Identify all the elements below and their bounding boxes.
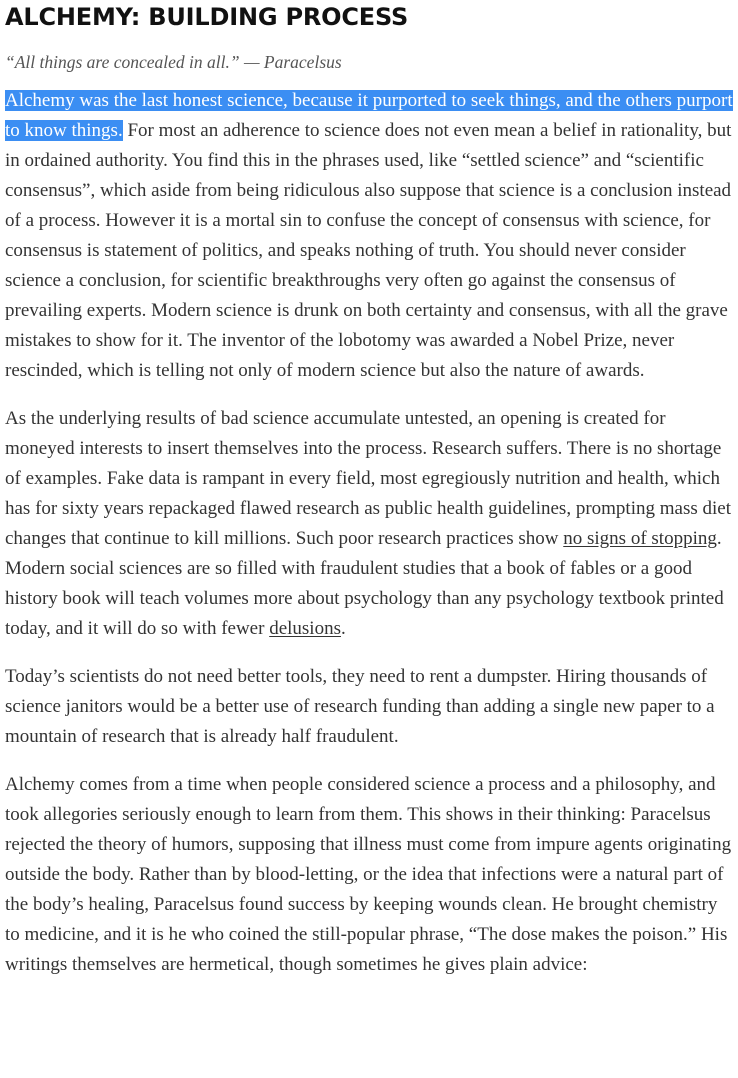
paragraph-2-text-end: .	[340, 618, 346, 639]
paragraph-1-text: For most an adherence to science does not even mean a belief in rationality, but in ordained authority. You find this in the phrases used, like “settled science” and “scientific consensus”, which aside from being ridiculous also suppose that science is a conclusion instead of a process. However it is a mortal sin to confuse the concept of consensus with science, for consensus is statement of politics, and speaks nothing of truth. You should never consider science a conclusion, for scientific breakthroughs very often go against the consensus of prevailing experts. Modern science is drunk on both certainty and consensus, with all the grave mistakes to show for it. The inventor of the lobotomy was awarded a Nobel Prize, never rescinded, which is telling not only of modern science but also the nature of awards.	[5, 120, 732, 381]
article	[5, 0, 735, 980]
paragraph-2-text-middle: . Modern social sciences are so filled with fraudulent studies that a book of fables or a good history book will teach volumes more about psychology than any psychology textbook printed today, and it will do so with fewer	[5, 528, 724, 639]
link-no-signs-of-stopping[interactable]: no signs of stopping	[563, 528, 717, 549]
paragraph-3: Today’s scientists do not need better tools, they need to rent a dumpster. Hiring thousands of science janitors would be a better use of research funding than adding a single new paper to a mountain of research that is already half fraudulent.	[5, 666, 715, 747]
article-body	[5, 86, 735, 980]
epigraph: “All things are concealed in all.” — Paracelsus	[5, 52, 342, 72]
paragraph-4: Alchemy comes from a time when people considered science a process and a philosophy, and took allegories seriously enough to learn from them. This shows in their thinking: Paracelsus rejected the theory of humors, supposing that illness must come from impure agents originating outside the body. Rather than by blood-letting, or the idea that infections were a natural part of the body’s healing, Paracelsus found success by keeping wounds clean. He brought chemistry to medicine, and it is he who coined the still-popular phrase, “The dose makes the poison.” His writings themselves are hermetical, though sometimes he gives plain advice:	[5, 774, 732, 975]
paragraph-2	[5, 404, 735, 644]
link-delusions[interactable]: delusions	[269, 618, 341, 639]
selected-text[interactable]: Alchemy was the last honest science, because it purported to seek things, and the others purport to know things.	[5, 90, 733, 141]
paragraph-1	[5, 86, 735, 386]
paragraph-2-text-start: As the underlying results of bad science accumulate untested, an opening is created for moneyed interests to insert themselves into the process. Research suffers. There is no shortage of examples. Fake data is rampant in every field, most egregiously nutrition and health, which has for sixty years repackaged flawed research as public health guidelines, prompting mass diet changes that continue to kill millions. Such poor research practices show	[5, 408, 731, 549]
article-title: ALCHEMY: BUILDING PROCESS	[5, 3, 409, 31]
